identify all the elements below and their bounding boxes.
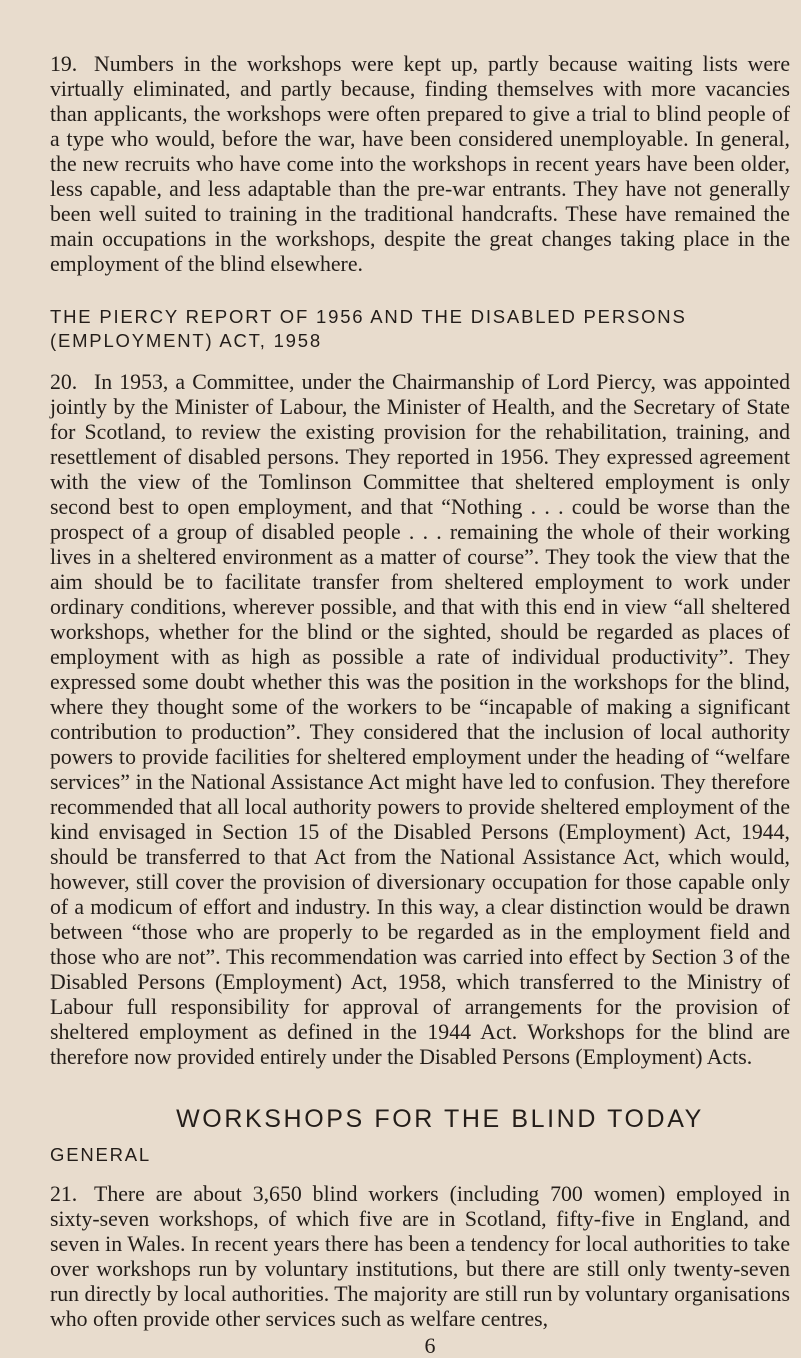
paragraph-number: 19. [50, 52, 78, 76]
heading-line: THE PIERCY REPORT OF 1956 AND THE DISABLED PERSONS [50, 306, 687, 327]
section-title: WORKSHOPS FOR THE BLIND TODAY [176, 1105, 704, 1133]
paragraph-20 [50, 370, 790, 1070]
paragraph-text: There are about 3,650 blind workers (including 700 women) employed in sixty-seven workshops, of which five are in Scotland, fifty-five in England, and seven in Wales. In recent years there has been a tendency for local authorities to take over workshops run by voluntary institutions, but there are still only twenty-seven run directly by local authorities. The majority are still run by voluntary organisations who often provide other services such as welfare centres, [50, 1182, 790, 1331]
paragraph-19 [50, 52, 790, 277]
paragraph-number: 20. [50, 370, 78, 394]
page-number: 6 [424, 1333, 436, 1358]
general-heading: GENERAL [50, 1144, 152, 1165]
piercy-report-heading [50, 305, 790, 353]
paragraph-text: Numbers in the workshops were kept up, partly because waiting lists were virtually eliminated, and partly because, finding themselves with more vacancies than applicants, the workshops were often prepared to give a trial to blind people of a type who would, before the war, have been considered unemployable. In general, the new recruits who have come into the workshops in recent years have been older, less capable, and less adaptable than the pre-war entrants. They have not generally been well suited to training in the traditional handcrafts. These have remained the main occupations in the workshops, despite the great changes taking place in the employment of the blind elsewhere. [50, 52, 790, 276]
paragraph-number: 21. [50, 1182, 78, 1206]
paragraph-text: In 1953, a Committee, under the Chairmanship of Lord Piercy, was appointed jointly by the Minister of Labour, the Minister of Health, and the Secretary of State for Scotland, to review the existing provision for the rehabilitation, training, and resettlement of disabled persons. They reported in 1956. They expressed agreement with the view of the Tomlinson Committee that sheltered employment is only second best to open employment, and that “Nothing . . . could be worse than the prospect of a group of disabled people . . . remaining the whole of their working lives in a sheltered environment as a matter of course”. They took the view that the aim should be to facilitate transfer from sheltered employment to work under ordinary conditions, wherever possible, and that with this end in view “all sheltered workshops, whether for the blind or the sighted, should be regarded as places of employment with as high as possible a rate of individual productivity”. They expressed some doubt whether this was the position in the workshops for the blind, where they thought some of the workers to be “incapable of making a significant contribution to production”. They considered that the inclusion of local authority powers to provide facilities for sheltered employment under the heading of “welfare services” in the National Assistance Act might have led to confusion. They therefore recommended that all local authority powers to provide sheltered employment of the kind envisaged in Section 15 of the Disabled Persons (Employment) Act, 1944, should be transferred to that Act from the National Assistance Act, which would, however, still cover the provision of diversionary occupation for those capable only of a modicum of effort and industry. In this way, a clear distinction would be drawn between “those who are properly to be regarded as in the employment field and those who are not”. This recommendation was carried into effect by Section 3 of the Disabled Persons (Employment) Act, 1958, which transferred to the Ministry of Labour full responsibility for approval of arrangements for the provision of sheltered employment as defined in the 1944 Act. Workshops for the blind are therefore now provided entirely under the Disabled Persons (Employment) Acts. [50, 370, 790, 1069]
heading-line: (EMPLOYMENT) ACT, 1958 [50, 330, 322, 351]
paragraph-21 [50, 1182, 790, 1332]
document-page [50, 52, 790, 1358]
